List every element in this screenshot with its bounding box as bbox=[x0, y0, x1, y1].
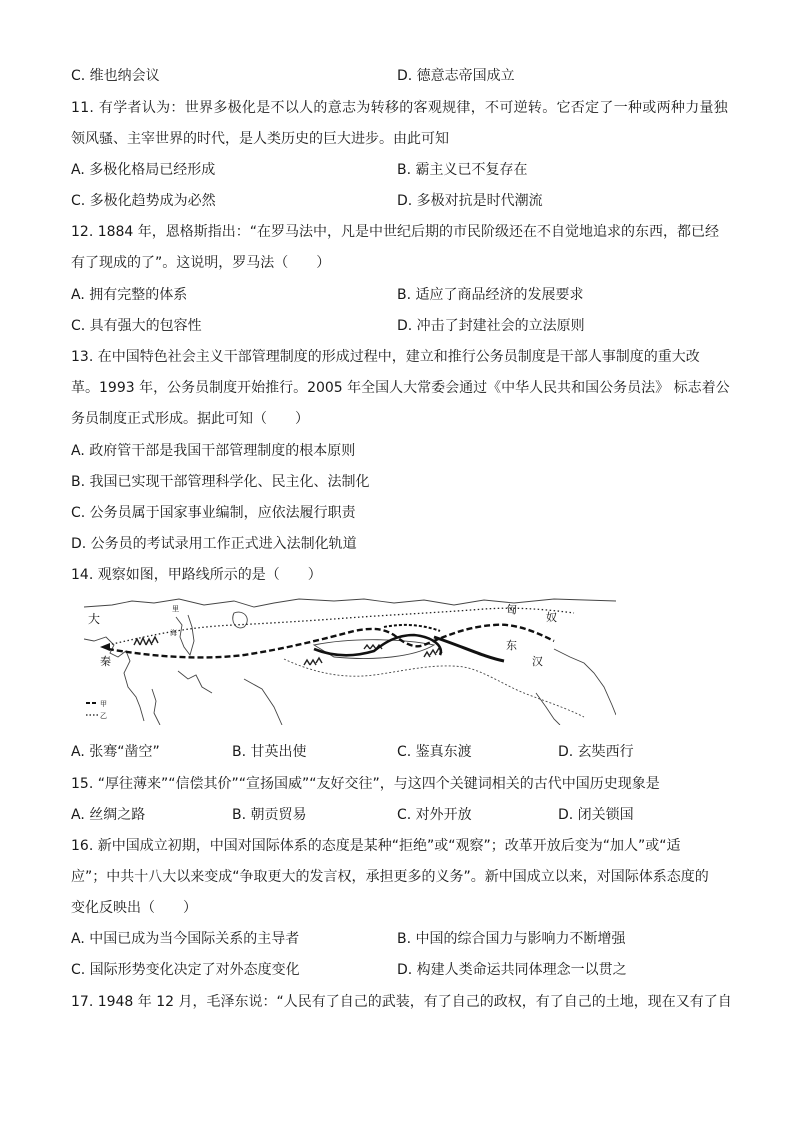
map-label-dong: 东 bbox=[506, 639, 517, 652]
q13-option-c: C. 公务员属于国家事业编制，应依法履行职责 bbox=[71, 505, 356, 521]
map-mediterranean bbox=[84, 637, 144, 721]
q16-stem-line2: 应”；中共十八大以来变成“争取更大的发言权，承担更多的义务”。新中国成立以来，对国际体系态度的 bbox=[71, 869, 709, 885]
q15-option-b: B. 朝贡贸易 bbox=[232, 807, 307, 823]
q11-stem-line2: 领风骚、主宰世界的时代，是人类历史的巨大进步。由此可知 bbox=[71, 131, 449, 147]
map-label-da: 大 bbox=[88, 612, 101, 626]
map-tarim-rim bbox=[314, 640, 434, 659]
route-loop-2 bbox=[384, 625, 440, 631]
map-label-xiong: 匈 bbox=[506, 603, 517, 616]
route-yi bbox=[108, 608, 574, 645]
q14-option-c: C. 鉴真东渡 bbox=[397, 744, 472, 760]
route-loop bbox=[314, 635, 441, 655]
q15-stem: 15. “厚往薄来”“信偿其价”“宣扬国威”“友好交往”，与这四个关键词相关的古代中国历史现象是 bbox=[71, 776, 660, 792]
legend-jia-label: 甲 bbox=[100, 700, 107, 708]
q10-option-c: C. 维也纳会议 bbox=[71, 68, 160, 84]
q13-stem-line1: 13. 在中国特色社会主义干部管理制度的形成过程中，建立和推行公务员制度是干部人事制度的重大改 bbox=[71, 349, 700, 365]
map-india-coast bbox=[244, 679, 282, 725]
legend-yi-label: 乙 bbox=[100, 712, 107, 720]
q16-option-d: D. 构建人类命运共同体理念一以贯之 bbox=[397, 962, 627, 978]
map-coastline-north bbox=[84, 599, 616, 607]
q11-stem-line1: 11. 有学者认为：世界多极化是不以人的意志为转移的客观规律，不可逆转。它否定了一种或两种力量独 bbox=[71, 100, 729, 116]
q17-stem-line1: 17. 1948 年 12 月，毛泽东说：“人民有了自己的武装，有了自己的政权，有了自己的土地，现在又有了自 bbox=[71, 994, 732, 1010]
map-china-coast-2 bbox=[536, 693, 560, 725]
q14-stem: 14. 观察如图，甲路线所示的是（ ） bbox=[71, 567, 322, 583]
q10-option-d: D. 德意志帝国成立 bbox=[397, 68, 515, 84]
map-label-qin: 秦 bbox=[100, 655, 111, 668]
q13-stem-line3: 务员制度正式形成。据此可知（ ） bbox=[71, 411, 309, 427]
q11-option-d: D. 多极对抗是时代潮流 bbox=[397, 193, 543, 209]
q16-option-b: B. 中国的综合国力与影响力不断增强 bbox=[397, 931, 626, 947]
q12-option-c: C. 具有强大的包容性 bbox=[71, 318, 202, 334]
route-hexi bbox=[434, 637, 504, 661]
map-label-li: 里 bbox=[172, 605, 179, 613]
map-persian-gulf bbox=[178, 671, 212, 693]
q14-option-d: D. 玄奘西行 bbox=[558, 744, 634, 760]
q16-stem-line1: 16. 新中国成立初期，中国对国际体系的态度是某种“拒绝”或“观察”；改革开放后变为“加人”或“适 bbox=[71, 838, 681, 854]
silk-road-map bbox=[84, 597, 616, 725]
q16-option-c: C. 国际形势变化决定了对外态度变化 bbox=[71, 962, 300, 978]
q13-option-a: A. 政府管干部是我国干部管理制度的根本原则 bbox=[71, 443, 356, 459]
q15-option-c: C. 对外开放 bbox=[397, 807, 472, 823]
map-label-han: 汉 bbox=[532, 655, 543, 668]
q13-option-b: B. 我国已实现干部管理科学化、民主化、法制化 bbox=[71, 474, 370, 490]
q14-option-a: A. 张骞“凿空” bbox=[71, 744, 160, 760]
map-legend bbox=[86, 700, 107, 720]
q12-option-a: A. 拥有完整的体系 bbox=[71, 287, 188, 303]
q12-option-b: B. 适应了商品经济的发展要求 bbox=[397, 287, 584, 303]
route-arrow bbox=[100, 643, 110, 651]
q11-option-c: C. 多极化趋势成为必然 bbox=[71, 193, 216, 209]
map-label-nu: 奴 bbox=[546, 611, 557, 624]
q15-option-a: A. 丝绸之路 bbox=[71, 807, 146, 823]
map-label-hai: 海 bbox=[170, 629, 177, 637]
q14-option-b: B. 甘英出使 bbox=[232, 744, 307, 760]
q13-stem-line2: 革。1993 年，公务员制度开始推行。2005 年全国人大常委会通过《中华人民共和国公务员法》 标志着公 bbox=[71, 380, 730, 396]
q12-stem-line1: 12. 1884 年，恩格斯指出：“在罗马法中，凡是中世纪后期的市民阶级还在不自觉地追求的东西，都已经 bbox=[71, 224, 720, 240]
q11-option-a: A. 多极化格局已经形成 bbox=[71, 162, 216, 178]
q12-stem-line2: 有了现成的了”。这说明，罗马法（ ） bbox=[71, 255, 331, 271]
q12-option-d: D. 冲击了封建社会的立法原则 bbox=[397, 318, 585, 334]
map-red-sea bbox=[152, 689, 160, 725]
map-caspian bbox=[176, 615, 194, 655]
q11-option-b: B. 霸主义已不复存在 bbox=[397, 162, 528, 178]
q15-option-d: D. 闭关锁国 bbox=[558, 807, 634, 823]
q16-option-a: A. 中国已成为当今国际关系的主导者 bbox=[71, 931, 300, 947]
q13-option-d: D. 公务员的考试录用工作正式进入法制化轨道 bbox=[71, 536, 357, 552]
q16-stem-line3: 变化反映出（ ） bbox=[71, 900, 197, 916]
map-china-coast bbox=[554, 649, 616, 715]
